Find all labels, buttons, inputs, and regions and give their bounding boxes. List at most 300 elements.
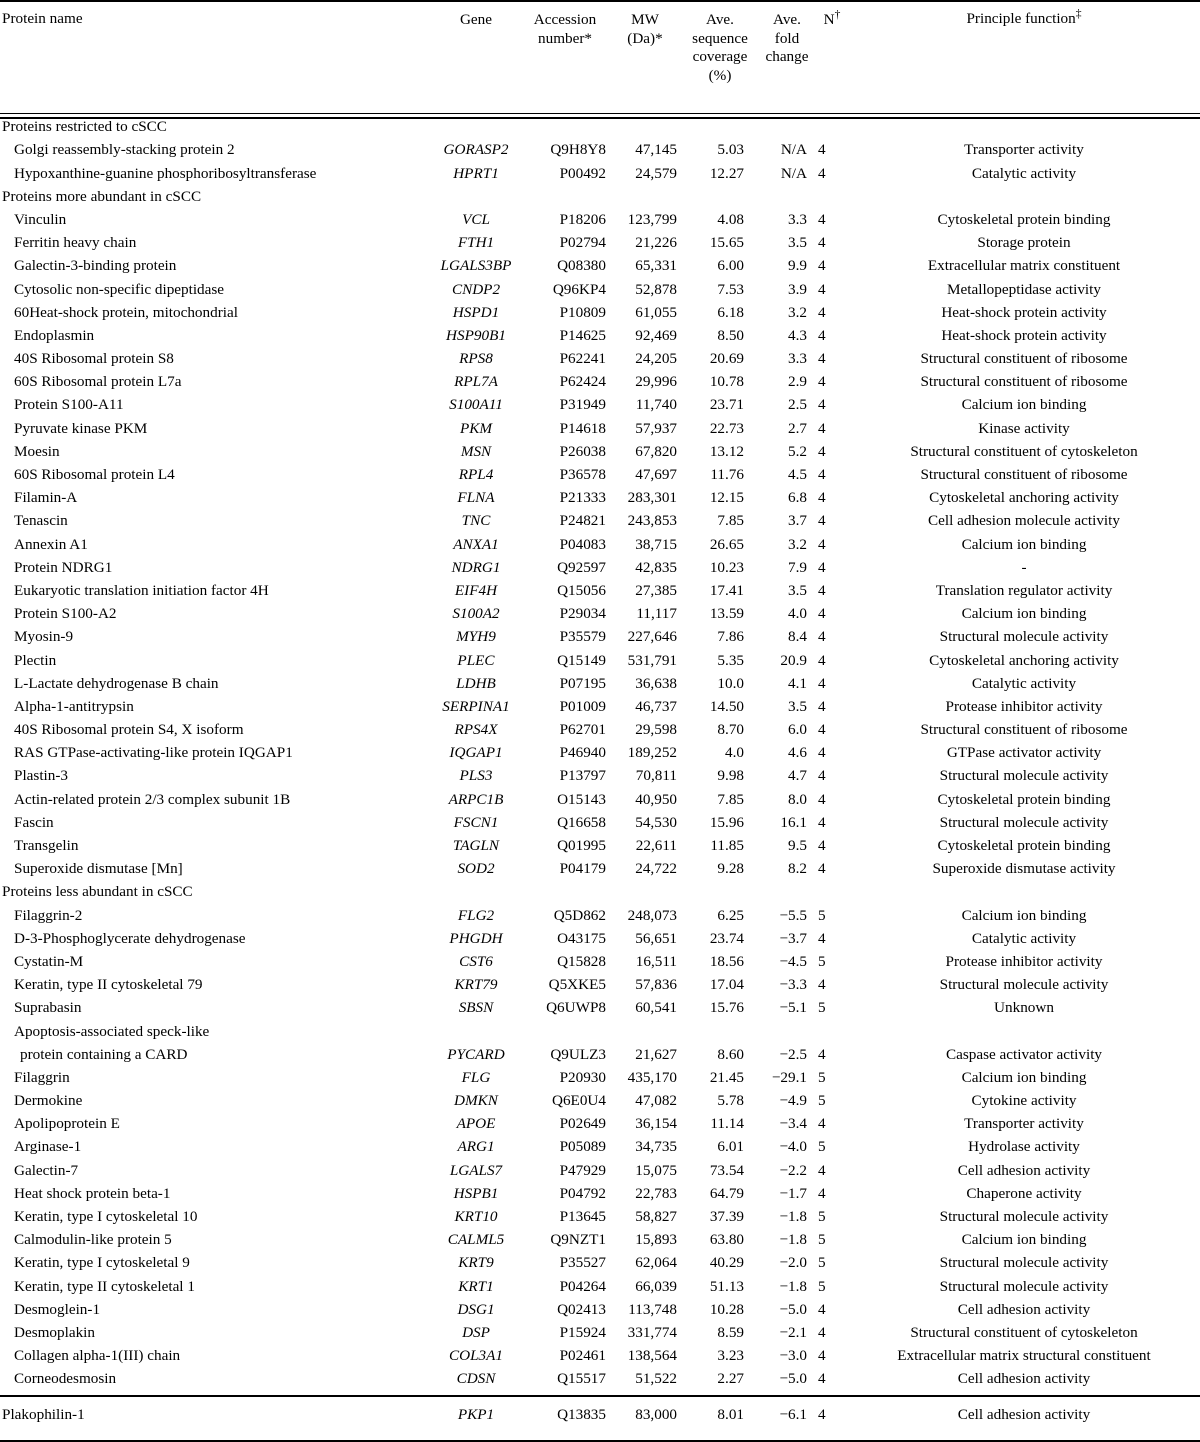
cell-n: 4	[818, 164, 826, 182]
cell-mw: 36,154	[635, 1115, 677, 1133]
cell-gene: PLS3	[459, 767, 493, 785]
table-row	[0, 722, 1200, 745]
cell-gene: FLG2	[457, 906, 495, 924]
table-row	[0, 1047, 1200, 1070]
cell-function: Structural molecule activity	[939, 976, 1109, 994]
cell-function: Extracellular matrix constituent	[927, 257, 1121, 275]
cell-mw: 47,082	[635, 1092, 677, 1110]
cell-coverage: 10.0	[717, 674, 744, 692]
cell-coverage: 11.76	[710, 466, 744, 483]
cell-accession: Q01995	[557, 837, 606, 854]
cell-empty	[430, 1024, 522, 1047]
cell-n: 4	[818, 1300, 826, 1318]
cell-function: Cytoskeletal anchoring activity	[929, 651, 1119, 669]
cell-protein-name: Dermokine	[14, 1092, 83, 1110]
cell-n: 4	[818, 767, 826, 785]
section-header-spacer	[682, 884, 758, 907]
cell-accession: Q6E0U4	[552, 1092, 606, 1110]
cell-mw: 42,835	[635, 558, 677, 576]
section-header-spacer	[608, 189, 682, 212]
cell-accession: P02461	[559, 1347, 606, 1365]
cell-mw: 331,774	[627, 1323, 677, 1341]
section-header-row	[0, 189, 1200, 212]
cell-function: Superoxide dismutase activity	[932, 860, 1116, 878]
cell-accession: Q15056	[557, 581, 606, 599]
cell-accession: P14625	[559, 326, 606, 344]
cell-mw: 27,385	[635, 581, 677, 599]
section-header-spacer	[848, 189, 1200, 212]
cell-function: Structural constituent of ribosome	[920, 373, 1128, 391]
cell-accession: P13645	[559, 1208, 606, 1225]
cell-accession: P46940	[559, 744, 606, 762]
cell-protein-name: Endoplasmin	[14, 326, 95, 344]
section-header-spacer	[430, 884, 522, 907]
cell-gene: FTH1	[457, 234, 495, 252]
cell-coverage: 11.85	[710, 837, 744, 854]
cell-function: Cytokine activity	[971, 1092, 1077, 1110]
section-header-spacer	[522, 118, 608, 142]
cell-accession: P04264	[559, 1277, 606, 1295]
cell-protein-name: Pyruvate kinase PKM	[14, 419, 148, 437]
cell-mw: 15,075	[635, 1161, 677, 1179]
cell-n: 4	[818, 442, 826, 460]
coverage-header-line3: coverage	[692, 48, 748, 66]
cell-coverage: 14.50	[709, 697, 744, 715]
cell-mw: 29,996	[635, 373, 677, 391]
cell-gene: TNC	[461, 512, 491, 530]
cell-accession: P35527	[559, 1254, 606, 1272]
table-row	[0, 212, 1200, 235]
cell-protein-name: Heat shock protein beta-1	[14, 1184, 171, 1202]
cell-accession: P07195	[559, 674, 606, 692]
cell-coverage: 6.01	[717, 1138, 744, 1156]
cell-function: Metallopeptidase activity	[947, 280, 1101, 298]
cell-coverage: 4.0	[725, 744, 744, 762]
table-row	[0, 629, 1200, 652]
cell-accession: P10809	[559, 303, 606, 321]
table-row	[0, 1209, 1200, 1232]
section-title: Proteins restricted to cSCC	[2, 118, 167, 136]
cell-accession: P20930	[559, 1068, 606, 1086]
table-row	[0, 1232, 1200, 1255]
cell-n: 5	[818, 1092, 826, 1110]
cell-gene: ANXA1	[453, 535, 499, 553]
cell-fold: 3.2	[788, 303, 807, 321]
cell-protein-name: Keratin, type I cytoskeletal 10	[14, 1208, 198, 1225]
cell-accession: Q9ULZ3	[550, 1045, 606, 1063]
cell-n: 4	[818, 837, 826, 854]
section-header-row	[0, 884, 1200, 907]
cell-gene: MSN	[460, 442, 492, 460]
table-row	[0, 1186, 1200, 1209]
table-row	[0, 282, 1200, 305]
cell-mw: 22,611	[635, 837, 677, 854]
cell-n: 4	[818, 813, 826, 831]
cell-fold: −1.8	[779, 1208, 807, 1225]
cell-mw: 58,827	[635, 1208, 677, 1225]
cell-accession: P36578	[559, 466, 606, 483]
table-row	[0, 1116, 1200, 1139]
cell-mw: 62,064	[635, 1254, 677, 1272]
cell-gene: CST6	[459, 952, 493, 970]
cell-gene: CDSN	[456, 1370, 496, 1388]
cell-function: Hydrolase activity	[968, 1138, 1080, 1156]
cell-mw: 83,000	[635, 1405, 677, 1423]
cell-function: Transporter activity	[964, 1115, 1084, 1133]
cell-fold: −6.1	[779, 1405, 807, 1423]
table-row	[0, 166, 1200, 189]
cell-n: 4	[818, 257, 826, 275]
table-row	[0, 1302, 1200, 1325]
cell-coverage: 37.39	[709, 1208, 744, 1225]
table-row	[0, 1139, 1200, 1162]
section-header-spacer	[430, 118, 522, 142]
cell-gene: HSPD1	[452, 303, 500, 321]
cell-protein-name: Corneodesmosin	[14, 1370, 117, 1388]
cell-function: Heat-shock protein activity	[941, 326, 1107, 344]
cell-protein-name: Protein S100-A2	[14, 605, 117, 623]
cell-gene: APOE	[456, 1115, 496, 1133]
section-header-spacer	[848, 118, 1200, 142]
cell-function: Cell adhesion activity	[957, 1405, 1091, 1423]
cell-function: Structural constituent of ribosome	[920, 350, 1128, 368]
cell-function: GTPase activator activity	[946, 744, 1102, 762]
cell-gene: LGALS3BP	[440, 257, 512, 275]
cell-function: -	[1021, 558, 1027, 576]
cell-protein-name: Galectin-7	[14, 1161, 79, 1179]
cell-n: 4	[818, 1161, 826, 1179]
cell-gene: SERPINA1	[442, 697, 510, 715]
cell-coverage: 12.15	[709, 489, 744, 507]
cell-coverage: 8.70	[717, 721, 744, 739]
section-header-spacer	[758, 189, 816, 212]
table-row	[0, 537, 1200, 560]
cell-coverage: 12.27	[709, 164, 744, 182]
cell-coverage: 9.28	[717, 860, 744, 878]
cell-protein-name: Tenascin	[14, 512, 68, 530]
cell-fold: −5.5	[779, 906, 807, 924]
table-row	[0, 467, 1200, 490]
cell-accession: P62241	[559, 350, 606, 368]
cell-protein-name: Keratin, type II cytoskeletal 79	[14, 976, 203, 994]
cell-empty	[682, 1024, 758, 1047]
cell-fold: 5.2	[788, 442, 807, 460]
cell-accession: P04083	[559, 535, 606, 553]
cell-protein-name: Plakophilin-1	[2, 1405, 85, 1423]
cell-coverage: 64.79	[709, 1184, 744, 1202]
cell-function: Storage protein	[977, 234, 1071, 252]
cell-function: Translation regulator activity	[935, 581, 1113, 599]
cell-fold: −2.2	[779, 1161, 807, 1179]
cell-protein-name: Eukaryotic translation initiation factor 4H	[14, 581, 269, 599]
section-header-spacer	[608, 884, 682, 907]
cell-mw: 47,145	[635, 141, 677, 159]
cell-fold: −3.7	[779, 929, 807, 947]
cell-fold: −1.8	[779, 1277, 807, 1295]
cell-protein-name: Annexin A1	[14, 535, 88, 553]
cell-function: Structural constituent of cytoskeleton	[910, 442, 1138, 460]
cell-function: Calcium ion binding	[961, 1068, 1087, 1086]
fold-header-line3: change	[765, 48, 809, 66]
cell-protein-name: Vinculin	[14, 210, 67, 228]
cell-coverage: 22.73	[709, 419, 744, 437]
cell-coverage: 5.03	[717, 141, 744, 159]
section-title: Proteins less abundant in cSCC	[2, 883, 193, 901]
table-row	[0, 490, 1200, 513]
cell-accession: P13797	[559, 767, 606, 785]
cell-accession: Q92597	[557, 558, 606, 576]
cell-fold: 3.9	[788, 280, 807, 298]
cell-coverage: 7.86	[717, 628, 744, 646]
cell-accession: P05089	[559, 1138, 606, 1156]
cell-function: Structural molecule activity	[939, 813, 1109, 831]
cell-coverage: 7.53	[717, 280, 744, 298]
table-row	[0, 931, 1200, 954]
fold-header-line2: fold	[774, 29, 800, 47]
table-row	[0, 606, 1200, 629]
cell-empty	[848, 1024, 1200, 1047]
cell-gene: LDHB	[456, 674, 496, 692]
cell-coverage: 6.18	[717, 303, 744, 321]
cell-n: 4	[818, 697, 826, 715]
cell-protein-name: RAS GTPase-activating-like protein IQGAP1	[14, 744, 293, 762]
cell-protein-name: Keratin, type II cytoskeletal 1	[14, 1277, 195, 1295]
cell-function: Catalytic activity	[971, 164, 1077, 182]
cell-accession: Q15828	[557, 952, 606, 970]
fold-header-line1: Ave.	[773, 11, 801, 28]
header-spacer	[0, 85, 1200, 114]
cell-protein-name: Filaggrin-2	[14, 906, 83, 924]
cell-n: 4	[818, 141, 826, 159]
column-header-principle-function	[848, 2, 1200, 85]
cell-mw: 15,893	[635, 1231, 677, 1249]
cell-coverage: 3.23	[717, 1347, 744, 1365]
cell-fold: 4.6	[788, 744, 807, 762]
cell-function: Structural molecule activity	[939, 1208, 1109, 1225]
cell-coverage: 21.45	[709, 1068, 744, 1086]
cell-function: Cell adhesion activity	[957, 1300, 1091, 1318]
cell-mw: 57,937	[635, 419, 677, 437]
cell-protein-name: Fascin	[14, 813, 54, 831]
cell-function: Cell adhesion molecule activity	[928, 512, 1120, 530]
cell-gene: RPL7A	[454, 373, 498, 391]
cell-protein-name: D-3-Phosphoglycerate dehydrogenase	[14, 929, 246, 947]
cell-protein-name: Calmodulin-like protein 5	[14, 1231, 172, 1249]
cell-empty	[758, 1024, 816, 1047]
cell-n: 4	[818, 234, 826, 252]
cell-function: Kinase activity	[978, 419, 1070, 437]
cell-gene: PYCARD	[447, 1045, 505, 1063]
cell-protein-name: Collagen alpha-1(III) chain	[14, 1347, 181, 1365]
cell-function: Unknown	[994, 999, 1054, 1017]
cell-accession: Q9NZT1	[550, 1231, 606, 1249]
cell-protein-name: Plectin	[14, 651, 57, 669]
table-row	[0, 583, 1200, 606]
cell-n: 4	[818, 721, 826, 739]
column-header-n	[816, 2, 848, 85]
cell-function: Extracellular matrix structural constituent	[897, 1347, 1151, 1365]
cell-fold: 4.7	[788, 767, 807, 785]
mw-header-line2: (Da)*	[627, 29, 663, 47]
cell-n: 5	[818, 999, 826, 1017]
table-row	[0, 908, 1200, 931]
cell-coverage: 8.50	[717, 326, 744, 344]
table-row	[0, 1070, 1200, 1093]
cell-protein-name: 60Heat-shock protein, mitochondrial	[14, 303, 238, 321]
cell-fold: −1.7	[779, 1184, 807, 1202]
cell-mw: 113,748	[628, 1300, 677, 1318]
cell-n: 5	[818, 1254, 826, 1272]
cell-n: 4	[818, 628, 826, 646]
cell-protein-name: Suprabasin	[14, 999, 82, 1017]
cell-protein-name: Galectin-3-binding protein	[14, 257, 177, 275]
cell-n: 4	[818, 280, 826, 298]
cell-fold: 16.1	[780, 813, 807, 831]
cell-protein-name: Actin-related protein 2/3 complex subunit 1B	[14, 790, 291, 808]
cell-n: 4	[818, 674, 826, 692]
cell-fold: −3.4	[779, 1115, 807, 1133]
cell-mw: 70,811	[635, 767, 677, 785]
cell-fold: −5.1	[779, 999, 807, 1017]
cell-function: Structural constituent of cytoskeleton	[910, 1323, 1138, 1341]
cell-function: Chaperone activity	[966, 1184, 1082, 1202]
cell-mw: 56,651	[635, 929, 677, 947]
cell-function: Heat-shock protein activity	[941, 303, 1107, 321]
cell-fold: −1.8	[779, 1231, 807, 1249]
cell-function: Calcium ion binding	[961, 535, 1087, 553]
cell-fold: 4.3	[788, 326, 807, 344]
cell-gene: PKP1	[457, 1405, 495, 1423]
cell-coverage: 23.71	[709, 396, 744, 414]
section-title: Proteins more abundant in cSCC	[2, 187, 202, 205]
cell-gene: KRT9	[458, 1254, 494, 1272]
cell-accession: O15143	[557, 790, 606, 808]
column-header-ave-fold-change	[758, 2, 816, 85]
cell-coverage: 20.69	[709, 350, 744, 368]
cell-mw: 21,627	[635, 1045, 677, 1063]
cell-fold: −4.5	[779, 952, 807, 970]
cell-gene: EIF4H	[454, 581, 498, 599]
cell-n: 4	[818, 210, 826, 228]
cell-fold: 3.3	[788, 350, 807, 368]
cell-empty	[816, 1024, 848, 1047]
cell-coverage: 6.00	[717, 257, 744, 275]
cell-protein-name: Arginase-1	[14, 1138, 82, 1156]
cell-accession: P02794	[559, 234, 606, 252]
cell-protein-name: Transgelin	[14, 837, 79, 854]
cell-accession: P21333	[559, 489, 606, 507]
cell-coverage: 26.65	[709, 535, 744, 553]
cell-accession: P35579	[559, 628, 606, 646]
cell-protein-name: L-Lactate dehydrogenase B chain	[14, 674, 219, 692]
cell-coverage: 13.12	[709, 442, 744, 460]
cell-fold: 3.2	[788, 535, 807, 553]
cell-mw: 11,117	[636, 605, 677, 623]
cell-mw: 40,950	[635, 790, 677, 808]
cell-fold: −2.5	[779, 1045, 807, 1063]
cell-accession: P01009	[559, 697, 606, 715]
cell-function: Calcium ion binding	[961, 605, 1087, 623]
cell-gene: FSCN1	[453, 813, 499, 831]
cell-accession: P47929	[559, 1161, 606, 1179]
cell-accession: Q6UWP8	[546, 999, 606, 1017]
cell-mw: 189,252	[627, 744, 677, 762]
cell-n: 5	[818, 1277, 826, 1295]
cell-coverage: 17.04	[709, 976, 744, 994]
function-header-label: Principle function	[966, 10, 1076, 27]
cell-function: Catalytic activity	[971, 674, 1077, 692]
cell-gene: NDRG1	[451, 558, 501, 576]
cell-mw: 92,469	[635, 326, 677, 344]
cell-fold: 3.5	[788, 697, 807, 715]
cell-mw: 24,205	[635, 350, 677, 368]
cell-gene: S100A11	[449, 396, 503, 414]
cell-n: 4	[818, 1323, 826, 1341]
cell-protein-name: Filaggrin	[14, 1068, 70, 1086]
cell-coverage: 23.74	[709, 929, 744, 947]
table-row	[0, 653, 1200, 676]
cell-fold: 6.8	[788, 489, 807, 507]
cell-accession: Q15149	[557, 651, 606, 669]
cell-empty	[608, 1024, 682, 1047]
section-header-spacer	[816, 189, 848, 212]
cell-n: 4	[818, 466, 826, 483]
cell-protein-name: 60S Ribosomal protein L7a	[14, 373, 182, 391]
footer-spacer-bottom	[0, 1430, 1200, 1441]
cell-gene: RPL4	[458, 466, 494, 483]
cell-function: Structural molecule activity	[939, 1254, 1109, 1272]
cell-function: Structural molecule activity	[939, 767, 1109, 785]
cell-coverage: 9.98	[717, 767, 744, 785]
cell-gene: GORASP2	[443, 141, 509, 159]
cell-n: 4	[818, 373, 826, 391]
cell-accession: Q5XKE5	[548, 976, 606, 994]
table-row	[0, 861, 1200, 884]
cell-protein-name: Golgi reassembly-stacking protein 2	[14, 141, 235, 159]
cell-gene: KRT10	[454, 1208, 498, 1225]
cell-accession: P26038	[559, 442, 606, 460]
section-header-spacer	[608, 118, 682, 142]
cell-accession: P24821	[559, 512, 606, 530]
cell-function: Cytoskeletal protein binding	[937, 790, 1111, 808]
cell-coverage: 15.65	[709, 234, 744, 252]
cell-fold: 3.7	[788, 512, 807, 530]
cell-coverage: 7.85	[717, 512, 744, 530]
cell-protein-name: Keratin, type I cytoskeletal 9	[14, 1254, 190, 1272]
cell-coverage: 51.13	[709, 1277, 744, 1295]
table-row	[0, 374, 1200, 397]
cell-accession: P14618	[559, 419, 606, 437]
table-row	[0, 838, 1200, 861]
cell-fold: −5.0	[779, 1370, 807, 1388]
cell-gene: DSG1	[457, 1300, 495, 1318]
cell-gene: HPRT1	[453, 164, 499, 182]
table-body	[0, 118, 1200, 1442]
cell-gene: DSP	[462, 1323, 490, 1341]
cell-protein-name: Cystatin-M	[14, 952, 84, 970]
cell-gene: S100A2	[452, 605, 500, 623]
cell-mw: 34,735	[635, 1138, 677, 1156]
cell-gene: RPS8	[459, 350, 493, 368]
cell-n: 5	[818, 1138, 826, 1156]
table-row	[0, 676, 1200, 699]
cell-accession: P31949	[559, 396, 606, 414]
cell-mw: 248,073	[627, 906, 677, 924]
cell-fold: 4.5	[788, 466, 807, 483]
footer-spacer	[0, 1397, 1200, 1407]
cell-accession: P29034	[559, 605, 606, 623]
cell-coverage: 10.78	[709, 373, 744, 391]
